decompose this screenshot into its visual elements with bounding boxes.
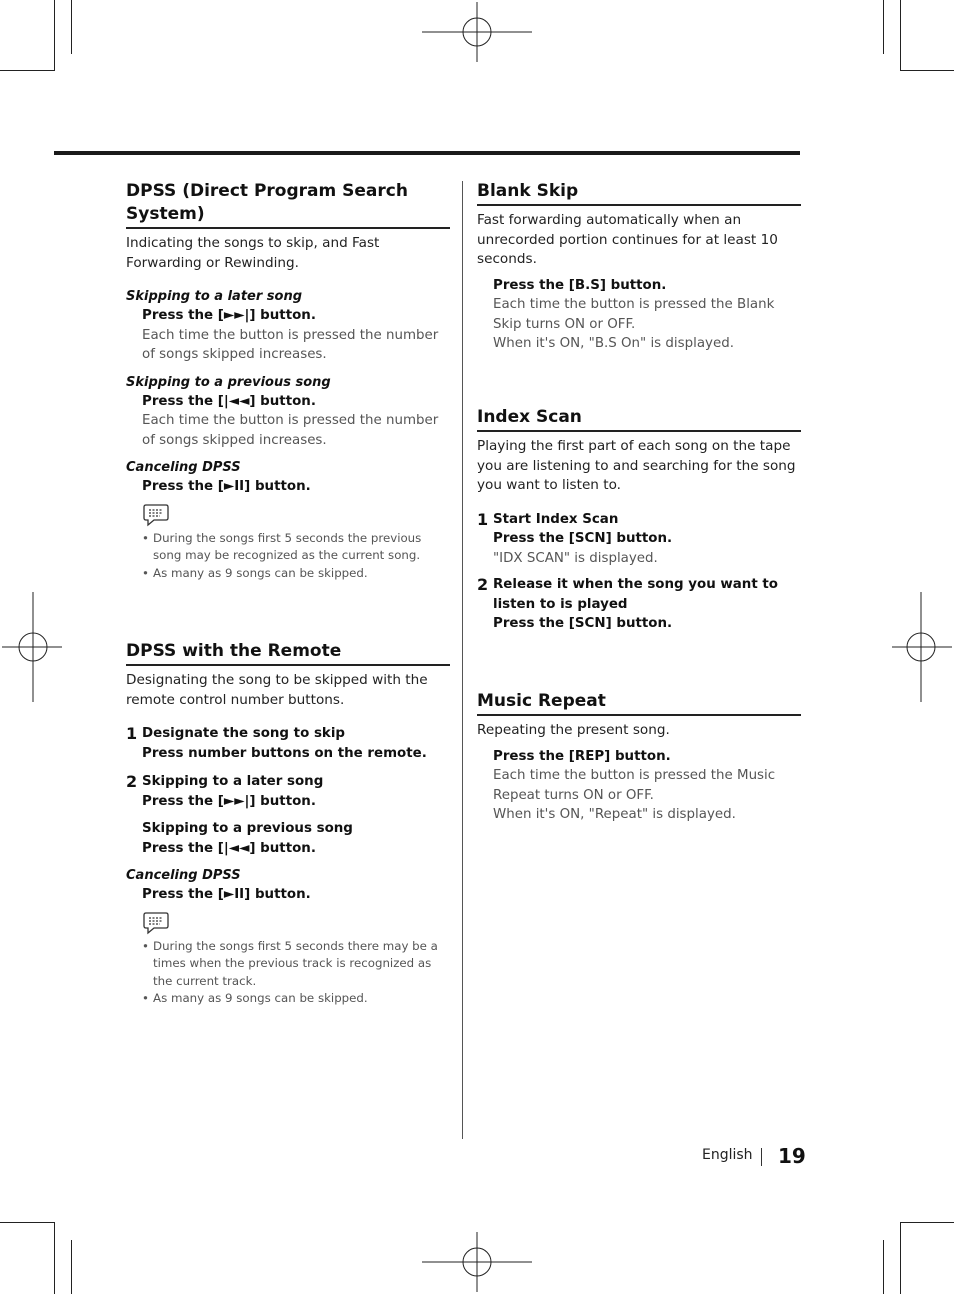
section-title: Index Scan xyxy=(477,406,801,432)
page-number: 19 xyxy=(778,1144,806,1168)
section-intro: Repeating the present song. xyxy=(477,722,670,738)
instruction: Press the [►►|] button. xyxy=(142,793,316,809)
description: When it's ON, "B.S On" is displayed. xyxy=(493,336,734,351)
crop-mark xyxy=(883,0,884,54)
section-dpss-remote xyxy=(126,640,450,1008)
description: Each time the button is pressed the Blank Skip turns ON or OFF. xyxy=(493,297,775,332)
description: "IDX SCAN" is displayed. xyxy=(493,550,658,566)
instruction: Press the [►►|] button. xyxy=(142,308,316,323)
instruction: Press the [B.S] button. xyxy=(493,277,667,293)
crop-mark xyxy=(883,1240,884,1294)
footer-separator xyxy=(761,1148,762,1166)
crop-mark xyxy=(0,1222,54,1223)
instruction: Press the [SCN] button. xyxy=(493,531,673,546)
section-intro: Designating the song to be skipped with the remote control number buttons. xyxy=(126,672,428,708)
step-1: 1 Start Index Scan Press the [SCN] button. "IDX SCAN" is displayed. xyxy=(477,510,801,569)
step-title: Start Index Scan xyxy=(493,511,619,527)
step-2: 2 Skipping to a later song Press the [►►|] button. Skipping to a previous song Press the [|◄◄] button. xyxy=(126,772,450,858)
section-title: Music Repeat xyxy=(477,690,801,716)
description: When it's ON, "Repeat" is displayed. xyxy=(493,807,736,822)
subheading: Skipping to a later song xyxy=(126,289,303,304)
note-icon xyxy=(142,911,170,935)
section-title: DPSS (Direct Program Search System) xyxy=(126,180,450,229)
crop-mark xyxy=(900,0,901,71)
crop-mark xyxy=(900,1222,901,1294)
description: Each time the button is pressed the Music Repeat turns ON or OFF. xyxy=(493,768,776,803)
description: Each time the button is pressed the number of songs skipped increases. xyxy=(142,413,439,448)
section-intro: Fast forwarding automatically when an unrecorded portion continues for at least 10 seconds. xyxy=(477,212,778,267)
crop-mark xyxy=(0,70,54,71)
step-title: Release it when the song you want to listen to is played xyxy=(493,577,779,612)
crop-mark xyxy=(54,1222,55,1294)
note-item: • During the songs first 5 seconds the previous song may be recognized as the current song. xyxy=(142,530,422,562)
note-item: • As many as 9 songs can be skipped. xyxy=(142,991,368,1005)
step-title: Skipping to a later song xyxy=(142,774,324,789)
section-blank-skip xyxy=(477,180,801,354)
section-dpss xyxy=(126,180,450,582)
instruction: Press the [|◄◄] button. xyxy=(142,840,316,856)
section-title: Blank Skip xyxy=(477,180,801,206)
instruction: Press the [SCN] button. xyxy=(493,616,673,631)
description: Each time the button is pressed the number of songs skipped increases. xyxy=(142,327,439,362)
registration-mark-left xyxy=(2,592,62,702)
section-intro: Playing the first part of each song on the tape you are listening to and searching for the song you want to listen to. xyxy=(477,438,796,493)
registration-mark-right xyxy=(892,592,952,702)
instruction: Press the [REP] button. xyxy=(493,748,671,764)
crop-mark xyxy=(71,0,72,54)
section-title: DPSS with the Remote xyxy=(126,640,450,666)
crop-mark xyxy=(54,0,55,71)
crop-mark xyxy=(900,1222,954,1223)
note-icon xyxy=(142,503,170,527)
subheading: Canceling DPSS xyxy=(126,868,241,883)
section-index-scan xyxy=(477,406,801,634)
instruction: Press the [►II] button. xyxy=(142,479,311,494)
step-title: Skipping to a previous song xyxy=(142,821,353,836)
section-intro: Indicating the songs to skip, and Fast Forwarding or Rewinding. xyxy=(126,235,380,271)
instruction: Press number buttons on the remote. xyxy=(142,745,427,761)
instruction: Press the [►II] button. xyxy=(142,887,311,902)
section-music-repeat xyxy=(477,690,801,825)
note-item: • As many as 9 songs can be skipped. xyxy=(142,565,368,580)
step-2: 2 Release it when the song you want to listen to is played Press the [SCN] button. xyxy=(477,575,801,634)
crop-mark xyxy=(71,1240,72,1294)
subheading: Canceling DPSS xyxy=(126,460,241,475)
subheading: Skipping to a previous song xyxy=(126,374,331,390)
crop-mark xyxy=(900,70,954,71)
registration-mark-top xyxy=(422,2,532,62)
column-divider xyxy=(462,181,463,1139)
registration-mark-bottom xyxy=(422,1232,532,1292)
step-1: 1 Designate the song to skip Press number buttons on the remote. xyxy=(126,724,450,763)
header-rule xyxy=(54,151,800,155)
instruction: Press the [|◄◄] button. xyxy=(142,393,316,409)
note-item: • During the songs first 5 seconds there may be a times when the previous track is recognized as the current track. xyxy=(142,938,438,988)
step-title: Designate the song to skip xyxy=(142,726,345,741)
footer-language: English xyxy=(702,1147,753,1163)
